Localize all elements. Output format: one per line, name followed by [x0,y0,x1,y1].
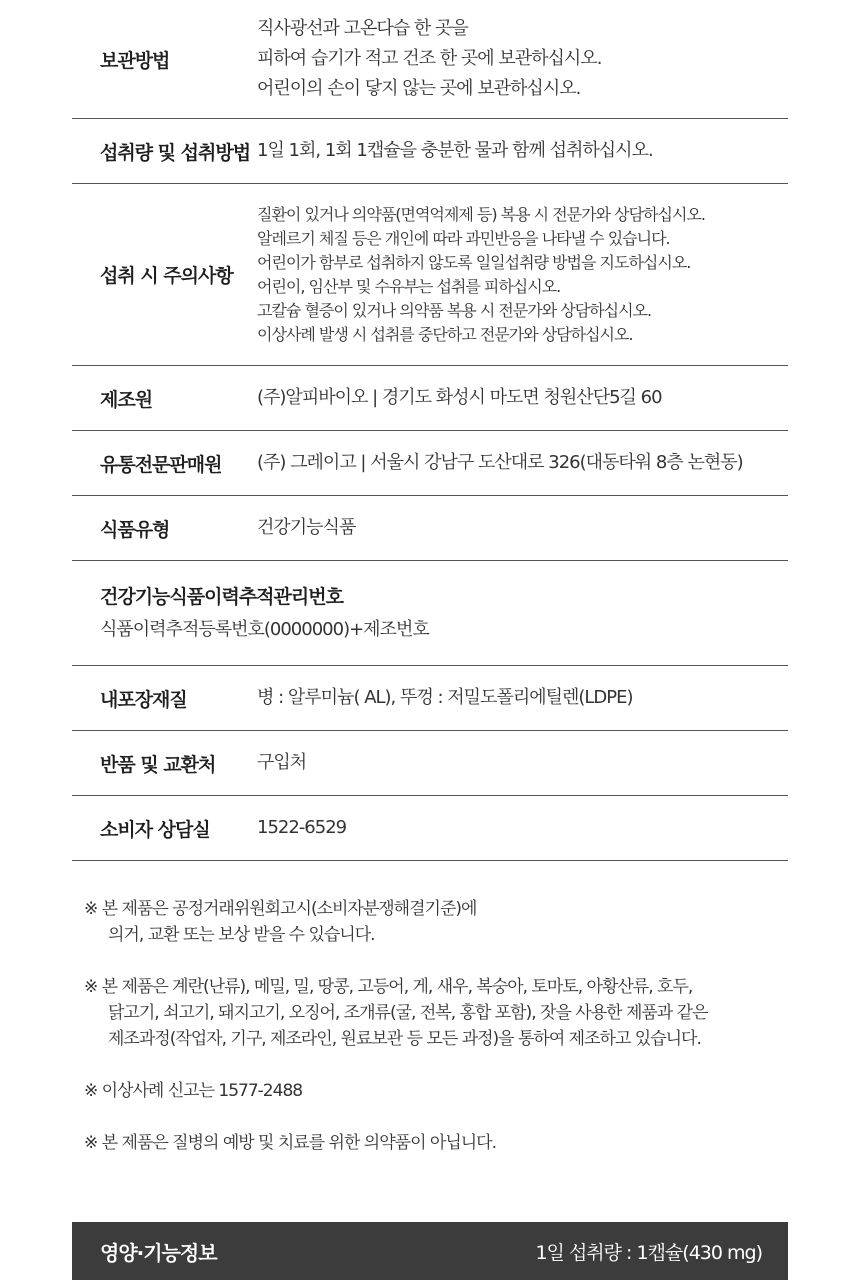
traceability-value: 식품이력추적등록번호(0000000)+제조번호 [100,619,429,640]
notice-item [84,1078,784,1104]
packaging-value: 병 : 알루미늄( AL), 뚜껑 : 저밀도폴리에틸렌(LDPE) [257,687,633,708]
caution-row [72,184,788,366]
traceability-label: 건강기능식품이력추적관리번호 [100,586,343,608]
caution-line: 어린이가 함부로 섭취하지 않도록 일일섭취량 방법을 지도하십시오. [257,252,691,272]
traceability-row [72,561,788,666]
consumer-center-label: 소비자 상담실 [100,818,210,841]
notice-line: ※ 본 제품은 계란(난류), 메밀, 밀, 땅콩, 고등어, 게, 새우, 복숭아, 토마토, 아황산류, 호두, [84,977,693,997]
notices-section [84,896,784,1182]
manufacturer-row [72,366,788,431]
notice-item [84,896,784,948]
consumer-center-phone: 1522-6529 [257,817,347,838]
caution-label: 섭취 시 주의사항 [100,265,233,287]
daily-intake-label: 1일 섭취량 : 1캡슐(430 mg) [535,1241,762,1264]
distributor-label: 유통전문판매원 [100,453,222,476]
nutrition-title: 영양·기능정보 [100,1240,217,1265]
notice-line: ※ 본 제품은 질병의 예방 및 치료를 위한 의약품이 아닙니다. [84,1133,496,1153]
packaging-row [72,666,788,731]
notice-line: 제조과정(작업자, 기구, 제조라인, 원료보관 등 모든 과정)을 통하여 제조하고 있습니다. [108,1029,701,1049]
notice-item [84,1130,784,1156]
caution-value [257,203,705,347]
manufacturer-value: (주)알피바이오 | 경기도 화성시 마도면 청원산단5길 60 [257,387,662,408]
storage-line: 피하여 습기가 적고 건조 한 곳에 보관하십시오. [257,48,602,69]
storage-line: 어린이의 손이 닿지 않는 곳에 보관하십시오. [257,78,581,99]
distributor-row [72,431,788,496]
intake-row [72,119,788,184]
food-type-row [72,496,788,561]
notice-line: 의거, 교환 또는 보상 받을 수 있습니다. [108,925,375,945]
intake-value: 1일 1회, 1회 1캡슐을 충분한 물과 함께 섭취하십시오. [257,140,653,161]
returns-row [72,731,788,796]
caution-line: 질환이 있거나 의약품(면역억제제 등) 복용 시 전문가와 상담하십시오. [257,204,705,224]
storage-label: 보관방법 [100,49,170,72]
consumer-center-row [72,796,788,861]
caution-line: 어린이, 임산부 및 수유부는 섭취를 피하십시오. [257,276,561,296]
food-type-value: 건강기능식품 [257,517,356,538]
caution-line: 이상사례 발생 시 섭취를 중단하고 전문가와 상담하십시오. [257,324,633,344]
notice-item [84,974,784,1052]
nutrition-info-bar [72,1222,788,1280]
returns-label: 반품 및 교환처 [100,753,216,776]
food-type-label: 식품유형 [100,518,170,541]
packaging-label: 내포장재질 [100,688,187,711]
distributor-value: (주) 그레이고 | 서울시 강남구 도산대로 326(대동타워 8층 논현동) [257,452,743,473]
product-info-table [72,0,788,861]
caution-line: 알레르기 체질 등은 개인에 따라 과민반응을 나타낼 수 있습니다. [257,228,670,248]
notice-line: ※ 본 제품은 공정거래위원회고시(소비자분쟁해결기준)에 [84,899,477,919]
storage-value [257,14,601,104]
manufacturer-label: 제조원 [100,388,153,411]
returns-value: 구입처 [257,752,307,773]
storage-row [72,0,788,119]
notice-line: ※ 이상사례 신고는 1577-2488 [84,1081,303,1101]
storage-line: 직사광선과 고온다습 한 곳을 [257,18,468,39]
intake-label: 섭취량 및 섭취방법 [100,141,251,164]
caution-line: 고칼슘 혈증이 있거나 의약품 복용 시 전문가와 상담하십시오. [257,300,652,320]
notice-line: 닭고기, 쇠고기, 돼지고기, 오징어, 조개류(굴, 전복, 홍합 포함), 잣을 사용한 제품과 같은 [108,1003,708,1023]
